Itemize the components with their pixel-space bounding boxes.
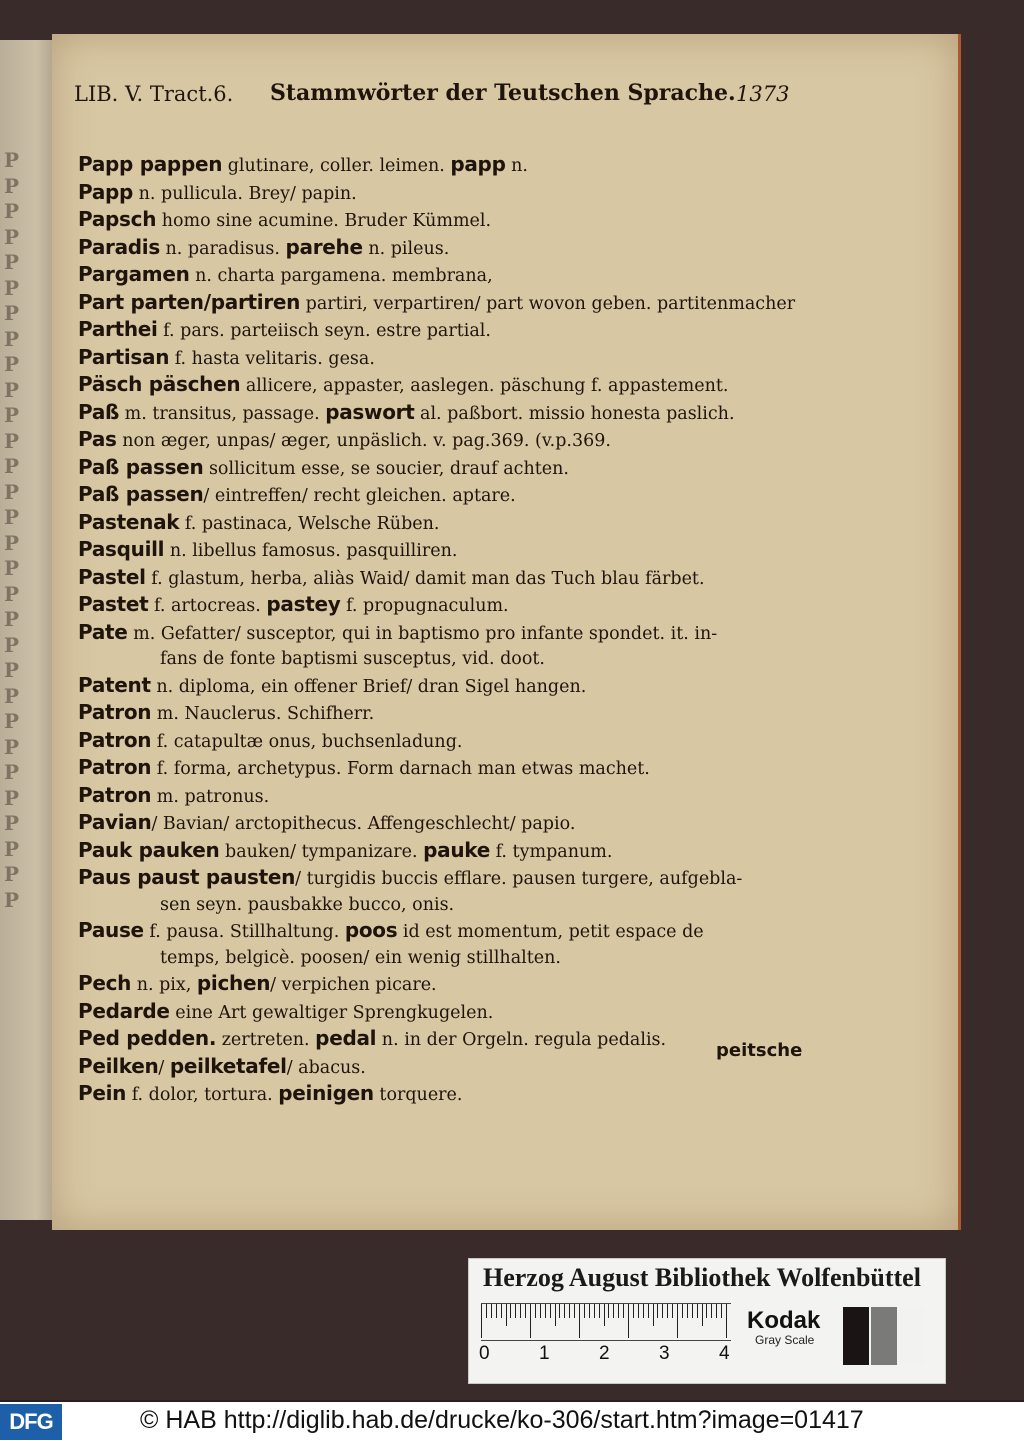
facing-page-glyph: P (4, 403, 20, 427)
facing-page-glyph: P (4, 352, 20, 376)
entry-line (78, 946, 798, 972)
ruler-tick (535, 1304, 536, 1318)
facing-page-glyph: P (4, 275, 20, 300)
headword: pastey (266, 592, 341, 616)
entry-text: n. pullicula. Brey/ papin. (133, 183, 357, 204)
ruler-tick (667, 1304, 668, 1318)
ruler-number: 4 (719, 1343, 730, 1364)
entry-line (78, 971, 798, 999)
facing-page-edge (0, 40, 60, 1220)
ruler-tick (643, 1304, 644, 1318)
headword: Pasquill (78, 537, 165, 561)
headword: Pauk pauken (78, 837, 220, 862)
entry-text: sollicitum esse, se soucier, drauf achten. (203, 458, 569, 479)
ruler-tick (702, 1304, 703, 1326)
page-number: 1373 (736, 82, 790, 106)
entry-text: allicere, appaster, aaslegen. päschung f. appastement. (240, 376, 729, 396)
entry-text: / abacus. (286, 1057, 366, 1078)
ruler-tick (628, 1304, 629, 1338)
ruler-tick (584, 1304, 585, 1318)
dictionary-entries (78, 152, 798, 1109)
entry-text: n. in der Orgeln. regula pedalis. (376, 1030, 667, 1050)
headword: Papsch (78, 207, 157, 231)
entry-text: f. hasta velitaris. gesa. (169, 348, 375, 369)
headword: peinigen (278, 1081, 374, 1105)
color-reference-card (468, 1258, 946, 1384)
headword: Pein (78, 1081, 127, 1105)
entry-text: f. tympanum. (490, 841, 613, 862)
entry-line (78, 865, 798, 893)
facing-page-glyph: P (4, 199, 20, 223)
gray-swatch (899, 1307, 925, 1365)
headword: Pedarde (78, 998, 170, 1023)
facing-page-glyph: P (4, 148, 20, 172)
entry-line (78, 838, 798, 866)
facing-page-glyph: P (4, 785, 20, 810)
entry-line (78, 482, 798, 510)
entry-line (78, 1054, 798, 1082)
headword: Pargamen (78, 262, 190, 286)
entry-line (78, 565, 798, 593)
facing-page-glyph: P (4, 479, 20, 504)
entry-text: / Bavian/ arctopithecus. Affengeschlecht/ papio. (151, 814, 576, 834)
ruler-tick (657, 1304, 658, 1318)
entry-line (78, 673, 798, 701)
headword: peilketafel (169, 1053, 287, 1078)
ruler-numbers (481, 1343, 741, 1365)
gray-swatch (871, 1307, 897, 1365)
kodak-brand: Kodak (747, 1307, 821, 1334)
entry-text: f. dolor, tortura. (126, 1085, 279, 1105)
entry-line (78, 455, 798, 483)
headword: parehe (285, 234, 363, 259)
scale-ruler (481, 1303, 731, 1341)
ruler-tick (515, 1304, 516, 1318)
ruler-tick (687, 1304, 688, 1318)
ruler-tick (721, 1304, 722, 1318)
facing-page-glyph: P (4, 505, 20, 529)
entry-text: temps, belgicè. poosen/ ein wenig stillhalten. (160, 947, 561, 968)
entry-line (78, 1026, 798, 1054)
entry-line (78, 152, 798, 180)
entry-line (78, 372, 798, 400)
entry-line (78, 262, 798, 290)
ruler-tick (697, 1304, 698, 1318)
headword: Paß (78, 399, 120, 424)
entry-text: id est momentum, petit espace de (397, 922, 704, 942)
entry-line (78, 345, 798, 373)
headword: Patron (78, 727, 152, 752)
entry-line (78, 1081, 798, 1109)
facing-page-glyph: P (4, 530, 20, 555)
gray-scale-label: Gray Scale (755, 1333, 815, 1347)
entry-text: al. paßbort. missio honesta paslich. (414, 403, 735, 424)
headword: pauke (423, 837, 491, 862)
facing-page-glyph: P (4, 454, 20, 478)
entry-line (78, 728, 798, 756)
entry-text: n. diploma, ein offener Brief/ dran Sigel hangen. (150, 676, 587, 697)
entry-line (78, 207, 798, 235)
headword: Pavian (78, 810, 152, 834)
facing-page-glyph: P (4, 326, 20, 351)
headword: Pas (78, 427, 117, 451)
ruler-tick (510, 1304, 511, 1318)
ruler-tick (501, 1304, 502, 1318)
entry-text: m. patronus. (151, 786, 270, 807)
ruler-tick (633, 1304, 634, 1318)
facing-page-glyph: P (4, 811, 20, 835)
header-book-reference: LIB. V. Tract.6. (74, 82, 234, 106)
headword: Pause (78, 918, 144, 942)
entry-text: / eintreffen/ recht gleichen. aptare. (203, 486, 516, 506)
headword: Paus paust pausten (78, 865, 296, 889)
ruler-tick (540, 1304, 541, 1318)
entry-text: n. pix, (131, 975, 197, 995)
ruler-tick (520, 1304, 521, 1318)
facing-page-glyph: P (4, 556, 20, 580)
headword: Paß passen (78, 482, 204, 506)
entry-line (78, 755, 798, 783)
facing-page-glyph: P (4, 581, 20, 606)
entry-text: f. glastum, herba, aliàs Waid/ damit man das Tuch blau färbet. (145, 568, 705, 589)
entry-line (78, 235, 798, 263)
headword: pedal (315, 1026, 377, 1050)
ruler-tick (618, 1304, 619, 1318)
entry-text: n. charta pargamena. membrana, (189, 266, 493, 286)
entry-line (78, 592, 798, 620)
facing-page-glyph: P (4, 709, 20, 733)
facing-page-glyph: P (4, 428, 20, 453)
entry-text: f. pausa. Stillhaltung. (143, 922, 345, 942)
running-header (70, 80, 810, 110)
entry-text: n. pileus. (362, 238, 450, 259)
ruler-tick (589, 1304, 590, 1318)
ruler-tick (579, 1304, 580, 1338)
entry-line (78, 290, 798, 318)
entry-text: / verpichen picare. (270, 975, 437, 995)
ruler-tick (662, 1304, 663, 1318)
entry-line (78, 427, 798, 455)
headword: Ped pedden. (78, 1026, 217, 1050)
entry-text: n. paradisus. (159, 238, 286, 259)
entry-text: homo sine acumine. Bruder Kümmel. (156, 211, 492, 231)
ruler-tick (486, 1304, 487, 1318)
headword: papp (450, 152, 506, 176)
facing-page-glyph: P (4, 250, 20, 274)
headword: Pate (78, 619, 128, 644)
header-title: Stammwörter der Teutschen Sprache. (270, 80, 736, 106)
ruler-tick (677, 1304, 678, 1338)
ruler-tick (716, 1304, 717, 1318)
headword: poos (344, 918, 398, 942)
headword: Paß passen (78, 454, 204, 479)
facing-page-glyph: P (4, 862, 20, 886)
headword: Patron (78, 700, 152, 724)
entry-text: m. Gefatter/ susceptor, qui in baptismo pro infante spondet. it. in- (127, 623, 718, 644)
entry-line (78, 999, 798, 1027)
ruler-tick (682, 1304, 683, 1318)
entry-line (78, 918, 798, 946)
copyright-link[interactable]: © HAB http://diglib.hab.de/drucke/ko-306/start.htm?image=01417 (140, 1406, 864, 1434)
entry-text: eine Art gewaltiger Sprengkugelen. (169, 1002, 494, 1023)
entry-text: n. libellus famosus. pasquilliren. (164, 541, 458, 561)
headword: Parthei (78, 317, 158, 341)
entry-text: f. forma, archetypus. Form darnach man etwas machet. (151, 759, 650, 779)
ruler-tick (594, 1304, 595, 1318)
entry-text: m. Nauclerus. Schifherr. (151, 704, 375, 724)
entry-line (78, 620, 798, 648)
ruler-tick (653, 1304, 654, 1326)
headword: Pastel (78, 564, 146, 589)
ruler-tick (555, 1304, 556, 1326)
ruler-tick (672, 1304, 673, 1318)
entry-text: f. pars. parteiisch seyn. estre partial. (157, 321, 491, 341)
entry-text: non æger, unpas/ æger, unpäslich. v. pag.369. (v.p.369. (116, 431, 611, 451)
facing-page-glyph: P (4, 887, 20, 912)
entry-line (78, 700, 798, 728)
entry-text: n. (505, 156, 528, 176)
ruler-number: 2 (599, 1343, 610, 1364)
facing-page-glyph: P (4, 607, 20, 631)
facing-page-glyph: P (4, 683, 20, 708)
entry-line (78, 537, 798, 565)
headword: Part parten/partiren (78, 289, 301, 314)
ruler-tick (481, 1304, 482, 1338)
ruler-tick (496, 1304, 497, 1318)
entry-text: f. artocreas. (148, 596, 267, 616)
facing-page-glyph: P (4, 224, 20, 249)
headword: pichen (196, 971, 271, 995)
ruler-tick (613, 1304, 614, 1318)
entry-text: sen seyn. pausbakke bucco, onis. (160, 894, 455, 915)
ruler-tick (648, 1304, 649, 1318)
headword: Papp pappen (78, 152, 223, 176)
facing-page-glyph: P (4, 760, 20, 784)
institution-name: Herzog August Bibliothek Wolfenbüttel (483, 1263, 921, 1292)
ruler-number: 0 (479, 1343, 490, 1364)
facing-page-glyph: P (4, 632, 20, 657)
entry-text: fans de fonte baptismi susceptus, vid. doot. (160, 649, 545, 669)
entry-line (78, 810, 798, 838)
headword: Partisan (78, 344, 170, 369)
entry-text: f. catapultæ onus, buchsenladung. (151, 731, 463, 752)
ruler-number: 3 (659, 1343, 670, 1364)
entry-text: m. transitus, passage. (119, 403, 326, 424)
facing-page-glyph: P (4, 734, 20, 759)
ruler-tick (491, 1304, 492, 1318)
headword: Patent (78, 672, 151, 697)
entry-line (78, 317, 798, 345)
catchword: peitsche (716, 1040, 803, 1061)
footer-bar (0, 1402, 1024, 1441)
dfg-logo: DFG (0, 1404, 62, 1440)
ruler-tick (569, 1304, 570, 1318)
ruler-number: 1 (539, 1343, 550, 1364)
entry-text: / (158, 1057, 170, 1078)
headword: Patron (78, 755, 152, 779)
ruler-tick (623, 1304, 624, 1318)
ruler-tick (574, 1304, 575, 1318)
facing-page-glyph: P (4, 301, 20, 325)
entry-line (78, 180, 798, 208)
ruler-tick (599, 1304, 600, 1318)
headword: Pastet (78, 592, 149, 616)
headword: Paradis (78, 234, 160, 259)
entry-line (78, 783, 798, 811)
entry-line (78, 647, 798, 673)
headword: Päsch päschen (78, 372, 241, 396)
ruler-tick (525, 1304, 526, 1318)
entry-text: glutinare, coller. leimen. (222, 156, 451, 176)
ruler-tick (638, 1304, 639, 1318)
entry-line (78, 400, 798, 428)
ruler-tick (506, 1304, 507, 1326)
ruler-tick (706, 1304, 707, 1318)
headword: Peilken (78, 1053, 159, 1078)
ruler-tick (604, 1304, 605, 1326)
entry-line (78, 893, 798, 919)
facing-page-glyph: P (4, 836, 20, 861)
headword: Patron (78, 782, 152, 807)
ruler-tick (550, 1304, 551, 1318)
ruler-tick (692, 1304, 693, 1318)
entry-text: bauken/ tympanizare. (219, 841, 424, 862)
entry-text: partiri, verpartiren/ part wovon geben. partitenmacher (300, 293, 796, 314)
ruler-tick (726, 1304, 727, 1338)
entry-line (78, 510, 798, 538)
entry-text: / turgidis buccis efflare. pausen turgere, aufgebla- (295, 869, 743, 889)
headword: Papp (78, 179, 134, 204)
ruler-tick (545, 1304, 546, 1318)
ruler-tick (608, 1304, 609, 1318)
entry-text: f. propugnaculum. (340, 596, 509, 616)
headword: Pech (78, 971, 132, 995)
headword: Pastenak (78, 509, 180, 534)
headword: paswort (325, 399, 415, 424)
ruler-tick (564, 1304, 565, 1318)
gray-swatch (843, 1307, 869, 1365)
facing-page-glyph: P (4, 377, 20, 402)
facing-page-glyph: P (4, 173, 20, 198)
ruler-tick (559, 1304, 560, 1318)
entry-text: zertreten. (216, 1030, 316, 1050)
ruler-tick (530, 1304, 531, 1338)
entry-text: f. pastinaca, Welsche Rüben. (179, 513, 440, 534)
ruler-tick (711, 1304, 712, 1318)
facing-page-glyph: P (4, 658, 20, 682)
entry-text: torquere. (373, 1085, 463, 1105)
